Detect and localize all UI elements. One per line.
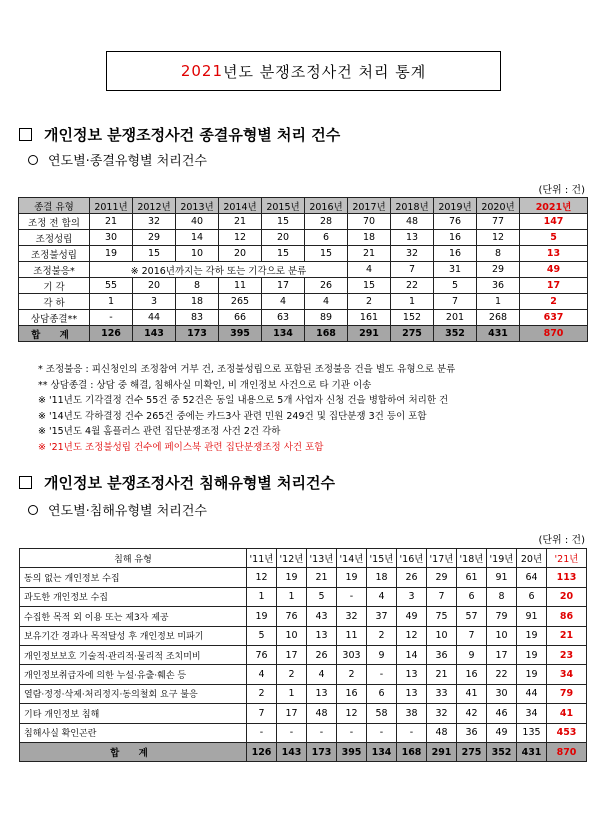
row-label: 조정불응*: [19, 262, 90, 278]
table-cell: 37: [367, 607, 397, 626]
table-cell: 10: [427, 626, 457, 645]
footnote: ※ '11년도 기각결정 건수 55건 중 52건은 동일 내용으로 5개 사업자 신청 건을 병합하여 처리한 건: [38, 395, 449, 406]
table-cell: 22: [391, 278, 434, 294]
column-header: 침해 유형: [20, 549, 247, 568]
table-cell: 168: [397, 742, 427, 761]
table-cell: 19: [90, 246, 133, 262]
table-row: [19, 310, 588, 326]
table-cell: 10: [176, 246, 219, 262]
table-cell: 17: [487, 645, 517, 664]
table-cell: 4: [247, 665, 277, 684]
table-cell: 16: [434, 246, 477, 262]
table-cell: 36: [427, 645, 457, 664]
table-cell: -: [367, 665, 397, 684]
table-cell: 32: [427, 704, 457, 723]
column-header: '15년: [367, 549, 397, 568]
table-cell: 2: [247, 684, 277, 703]
table-cell: 113: [547, 568, 587, 587]
table-row: [20, 626, 587, 645]
column-header: '17년: [427, 549, 457, 568]
table-cell: 29: [133, 230, 176, 246]
section1-heading-text: 개인정보 분쟁조정사건 종결유형별 처리 건수: [44, 126, 341, 144]
table-cell: 6: [367, 684, 397, 703]
table-cell: 83: [176, 310, 219, 326]
table-row: [20, 704, 587, 723]
table-cell: 8: [487, 587, 517, 606]
table-cell: 79: [487, 607, 517, 626]
table-cell: 41: [547, 704, 587, 723]
footnote-highlight: ※ '21년도 조정불성립 건수에 페이스북 관련 집단분쟁조정 사건 포함: [38, 441, 324, 453]
table-cell: 7: [427, 587, 457, 606]
column-header: '21년: [547, 549, 587, 568]
table-cell: 30: [487, 684, 517, 703]
row-label: 상담종결**: [19, 310, 90, 326]
column-header: '18년: [457, 549, 487, 568]
table-cell: 352: [434, 326, 477, 342]
table-cell: 3: [397, 587, 427, 606]
row-label: 동의 없는 개인정보 수집: [20, 568, 247, 587]
table-cell: 14: [397, 645, 427, 664]
section1-subheading: [28, 150, 207, 169]
column-header: '16년: [397, 549, 427, 568]
circle-bullet-icon: [28, 505, 38, 515]
table-cell: 12: [477, 230, 520, 246]
table-cell: 19: [517, 626, 547, 645]
checkbox-icon: [19, 476, 32, 489]
table-violation-type: [19, 548, 587, 762]
table-cell: 15: [262, 214, 305, 230]
table-cell: 13: [391, 230, 434, 246]
table-cell: -: [337, 723, 367, 742]
table-row: [19, 214, 588, 230]
table-cell: 63: [262, 310, 305, 326]
table-cell: 5: [434, 278, 477, 294]
table-cell: 70: [348, 214, 391, 230]
table-cell: 20: [262, 230, 305, 246]
table-cell: 2: [277, 665, 307, 684]
table-cell: 21: [348, 246, 391, 262]
table-cell: 21: [307, 568, 337, 587]
total-label: 합 계: [19, 326, 90, 342]
table-cell: 13: [307, 626, 337, 645]
table-cell: 19: [337, 568, 367, 587]
footnote: ※ '15년도 4월 홈플러스 관련 집단분쟁조정 사건 2건 각하: [38, 426, 281, 437]
table-cell: 11: [337, 626, 367, 645]
column-header: 2011년: [90, 198, 133, 214]
table-cell: 265: [219, 294, 262, 310]
table-cell: 17: [262, 278, 305, 294]
table-cell: 2: [337, 665, 367, 684]
table-cell: 44: [133, 310, 176, 326]
table-cell: 8: [477, 246, 520, 262]
table-row: [19, 230, 588, 246]
total-row: [19, 326, 588, 342]
table-cell: 76: [247, 645, 277, 664]
table-cell: 15: [305, 246, 348, 262]
table-cell: 26: [397, 568, 427, 587]
column-header: 종결 유형: [19, 198, 90, 214]
table-cell: 66: [219, 310, 262, 326]
merged-note-cell: ※ 2016년까지는 각하 또는 기각으로 분류: [90, 262, 348, 278]
table-cell: 303: [337, 645, 367, 664]
table-cell: 6: [457, 587, 487, 606]
table-cell: 453: [547, 723, 587, 742]
table-cell: 32: [133, 214, 176, 230]
table-row: [19, 294, 588, 310]
column-header: 2020년: [477, 198, 520, 214]
table-cell: 16: [337, 684, 367, 703]
table-cell: 1: [277, 587, 307, 606]
table-cell: 1: [277, 684, 307, 703]
row-label: 보유기간 경과나 목적달성 후 개인정보 미파기: [20, 626, 247, 645]
table-cell: 3: [133, 294, 176, 310]
column-header: '11년: [247, 549, 277, 568]
table-row: [20, 665, 587, 684]
table-cell: 34: [517, 704, 547, 723]
table-cell: 16: [434, 230, 477, 246]
table-cell: 870: [520, 326, 588, 342]
table-cell: 20: [133, 278, 176, 294]
table-cell: 4: [367, 587, 397, 606]
table-cell: 268: [477, 310, 520, 326]
table-row: [20, 645, 587, 664]
table-cell: 20: [219, 246, 262, 262]
table-cell: 161: [348, 310, 391, 326]
footnote: ※ '14년도 각하결정 건수 265건 중에는 카드3사 관련 민원 249건 및 집단분쟁 3건 등이 포함: [38, 410, 427, 422]
table-closure-type: [18, 197, 588, 342]
table-cell: 7: [457, 626, 487, 645]
table-cell: 55: [90, 278, 133, 294]
table-cell: 13: [397, 684, 427, 703]
table-cell: 26: [305, 278, 348, 294]
table-cell: 1: [477, 294, 520, 310]
table-cell: 17: [277, 704, 307, 723]
column-header: 20년: [517, 549, 547, 568]
column-header: 2019년: [434, 198, 477, 214]
row-label: 조정 전 합의: [19, 214, 90, 230]
table-cell: 41: [457, 684, 487, 703]
table-cell: 6: [517, 587, 547, 606]
table-cell: 22: [487, 665, 517, 684]
section2-subheading: [28, 500, 207, 519]
table-cell: 15: [133, 246, 176, 262]
table-row: [19, 246, 588, 262]
row-label: 열람·정정·삭제·처리정지·동의철회 요구 불응: [20, 684, 247, 703]
table-cell: 18: [176, 294, 219, 310]
table-cell: 173: [176, 326, 219, 342]
table-cell: 58: [367, 704, 397, 723]
table-cell: 173: [307, 742, 337, 761]
table-cell: 46: [487, 704, 517, 723]
table-cell: 12: [337, 704, 367, 723]
table-row: [20, 684, 587, 703]
table-cell: 36: [457, 723, 487, 742]
row-label: 수집한 목적 외 이용 또는 제3자 제공: [20, 607, 247, 626]
table-cell: 28: [305, 214, 348, 230]
table-cell: 4: [262, 294, 305, 310]
table-cell: 7: [391, 262, 434, 278]
table-cell: 395: [219, 326, 262, 342]
table-cell: 143: [133, 326, 176, 342]
column-header: '12년: [277, 549, 307, 568]
table-cell: 147: [520, 214, 588, 230]
table-cell: 43: [307, 607, 337, 626]
page-title: [106, 51, 501, 91]
table-cell: 168: [305, 326, 348, 342]
table-cell: 30: [90, 230, 133, 246]
table-cell: 21: [90, 214, 133, 230]
table-cell: 76: [434, 214, 477, 230]
table-cell: -: [337, 587, 367, 606]
column-header: 2017년: [348, 198, 391, 214]
table-cell: 134: [262, 326, 305, 342]
table-cell: 57: [457, 607, 487, 626]
table-cell: 275: [457, 742, 487, 761]
table-cell: 26: [307, 645, 337, 664]
table-cell: 36: [477, 278, 520, 294]
table-cell: 64: [517, 568, 547, 587]
table-cell: 34: [547, 665, 587, 684]
table-cell: 1: [90, 294, 133, 310]
row-label: 과도한 개인정보 수집: [20, 587, 247, 606]
column-header: 2021년: [520, 198, 588, 214]
table-cell: 32: [337, 607, 367, 626]
table-cell: 23: [547, 645, 587, 664]
table-cell: 637: [520, 310, 588, 326]
section2-heading: [19, 472, 335, 493]
table-cell: 126: [90, 326, 133, 342]
row-label: 침해사실 확인곤란: [20, 723, 247, 742]
section1-unit: (단위 : 건): [538, 185, 585, 196]
table-row: [20, 568, 587, 587]
table-cell: 7: [247, 704, 277, 723]
table-cell: 2: [348, 294, 391, 310]
table-cell: 31: [434, 262, 477, 278]
table-cell: 76: [277, 607, 307, 626]
table-cell: 395: [337, 742, 367, 761]
table-cell: 16: [457, 665, 487, 684]
table-row: [20, 723, 587, 742]
table-cell: 40: [176, 214, 219, 230]
table-cell: 48: [427, 723, 457, 742]
table-cell: 4: [307, 665, 337, 684]
table-cell: 152: [391, 310, 434, 326]
table-cell: 48: [391, 214, 434, 230]
table-cell: 18: [367, 568, 397, 587]
footnote: * 조정불응 : 피신청인의 조정참여 거부 건, 조정불성립으로 포함된 조정불응 건을 별도 유형으로 분류: [38, 364, 456, 375]
table-cell: 89: [305, 310, 348, 326]
column-header: '13년: [307, 549, 337, 568]
table-cell: 91: [487, 568, 517, 587]
column-header: '19년: [487, 549, 517, 568]
table-cell: 15: [262, 246, 305, 262]
row-label: 조정성립: [19, 230, 90, 246]
table-cell: 75: [427, 607, 457, 626]
row-label: 기타 개인정보 침해: [20, 704, 247, 723]
table-cell: 2: [367, 626, 397, 645]
total-row: [20, 742, 587, 761]
table-cell: 12: [219, 230, 262, 246]
section1-heading: [19, 124, 340, 145]
column-header: '14년: [337, 549, 367, 568]
table-cell: 17: [277, 645, 307, 664]
footnote: ** 상담종결 : 상담 중 해결, 침해사실 미확인, 비 개인정보 사건으로 타 기관 이송: [38, 379, 372, 391]
table-cell: 42: [457, 704, 487, 723]
table-cell: 13: [520, 246, 588, 262]
table-cell: 13: [307, 684, 337, 703]
circle-bullet-icon: [28, 155, 38, 165]
table-cell: 49: [520, 262, 588, 278]
footnotes: [38, 362, 455, 455]
table-cell: 79: [547, 684, 587, 703]
table-cell: 12: [397, 626, 427, 645]
column-header: 2018년: [391, 198, 434, 214]
table-cell: 86: [547, 607, 587, 626]
column-header: 2016년: [305, 198, 348, 214]
table-cell: -: [90, 310, 133, 326]
table-row: [20, 587, 587, 606]
table-cell: 19: [247, 607, 277, 626]
table-cell: 5: [307, 587, 337, 606]
table-cell: 21: [547, 626, 587, 645]
table-cell: 48: [307, 704, 337, 723]
table-cell: 10: [487, 626, 517, 645]
column-header: 2015년: [262, 198, 305, 214]
table-cell: 8: [176, 278, 219, 294]
table-cell: 19: [277, 568, 307, 587]
table-cell: 29: [477, 262, 520, 278]
table-cell: 10: [277, 626, 307, 645]
table-cell: 275: [391, 326, 434, 342]
row-label: 각 하: [19, 294, 90, 310]
table-cell: 32: [391, 246, 434, 262]
table-cell: 291: [427, 742, 457, 761]
row-label: 조정불성립: [19, 246, 90, 262]
table-cell: 49: [397, 607, 427, 626]
table-cell: 49: [487, 723, 517, 742]
table-cell: 870: [547, 742, 587, 761]
table-cell: 21: [427, 665, 457, 684]
table-cell: 38: [397, 704, 427, 723]
table-cell: 431: [477, 326, 520, 342]
table-cell: 352: [487, 742, 517, 761]
table-cell: 291: [348, 326, 391, 342]
table-row: [19, 262, 588, 278]
table-cell: 91: [517, 607, 547, 626]
table-cell: 9: [457, 645, 487, 664]
table-cell: 1: [247, 587, 277, 606]
column-header: 2012년: [133, 198, 176, 214]
section1-sub-text: 연도별·종결유형별 처리건수: [48, 154, 207, 169]
table-cell: 21: [219, 214, 262, 230]
table-cell: -: [247, 723, 277, 742]
title-year: 2021: [180, 62, 223, 80]
table-cell: 15: [348, 278, 391, 294]
table-cell: 201: [434, 310, 477, 326]
table-cell: 135: [517, 723, 547, 742]
table-cell: 19: [517, 645, 547, 664]
checkbox-icon: [19, 128, 32, 141]
table-cell: -: [307, 723, 337, 742]
table-cell: 5: [247, 626, 277, 645]
table-cell: -: [367, 723, 397, 742]
table-cell: 7: [434, 294, 477, 310]
section2-sub-text: 연도별·침해유형별 처리건수: [48, 504, 207, 519]
table-cell: 9: [367, 645, 397, 664]
title-text: 년도 분쟁조정사건 처리 통계: [223, 62, 427, 81]
row-label: 개인정보보호 기술적·관리적·물리적 조치미비: [20, 645, 247, 664]
table-cell: 20: [547, 587, 587, 606]
table-cell: 4: [348, 262, 391, 278]
column-header: 2013년: [176, 198, 219, 214]
table-cell: 2: [520, 294, 588, 310]
table-cell: 5: [520, 230, 588, 246]
table-row: [19, 278, 588, 294]
table-cell: 1: [391, 294, 434, 310]
table-cell: 29: [427, 568, 457, 587]
section2-heading-text: 개인정보 분쟁조정사건 침해유형별 처리건수: [44, 474, 335, 492]
table-cell: 4: [305, 294, 348, 310]
total-label: 합 계: [20, 742, 247, 761]
table-cell: 14: [176, 230, 219, 246]
row-label: 기 각: [19, 278, 90, 294]
table-cell: 12: [247, 568, 277, 587]
table-cell: 143: [277, 742, 307, 761]
table-cell: 18: [348, 230, 391, 246]
table-cell: 126: [247, 742, 277, 761]
table-header-row: [19, 198, 588, 214]
column-header: 2014년: [219, 198, 262, 214]
table-cell: 33: [427, 684, 457, 703]
table-cell: 61: [457, 568, 487, 587]
table-cell: 77: [477, 214, 520, 230]
table-cell: 13: [397, 665, 427, 684]
table-cell: -: [397, 723, 427, 742]
table-cell: 6: [305, 230, 348, 246]
section2-unit: (단위 : 건): [538, 535, 585, 546]
table-cell: 19: [517, 665, 547, 684]
table-header-row: [20, 549, 587, 568]
table-row: [20, 607, 587, 626]
table-cell: 11: [219, 278, 262, 294]
table-cell: 134: [367, 742, 397, 761]
row-label: 개인정보취급자에 의한 누설·유출·훼손 등: [20, 665, 247, 684]
table-cell: 44: [517, 684, 547, 703]
table-cell: 17: [520, 278, 588, 294]
table-cell: -: [277, 723, 307, 742]
table-cell: 431: [517, 742, 547, 761]
